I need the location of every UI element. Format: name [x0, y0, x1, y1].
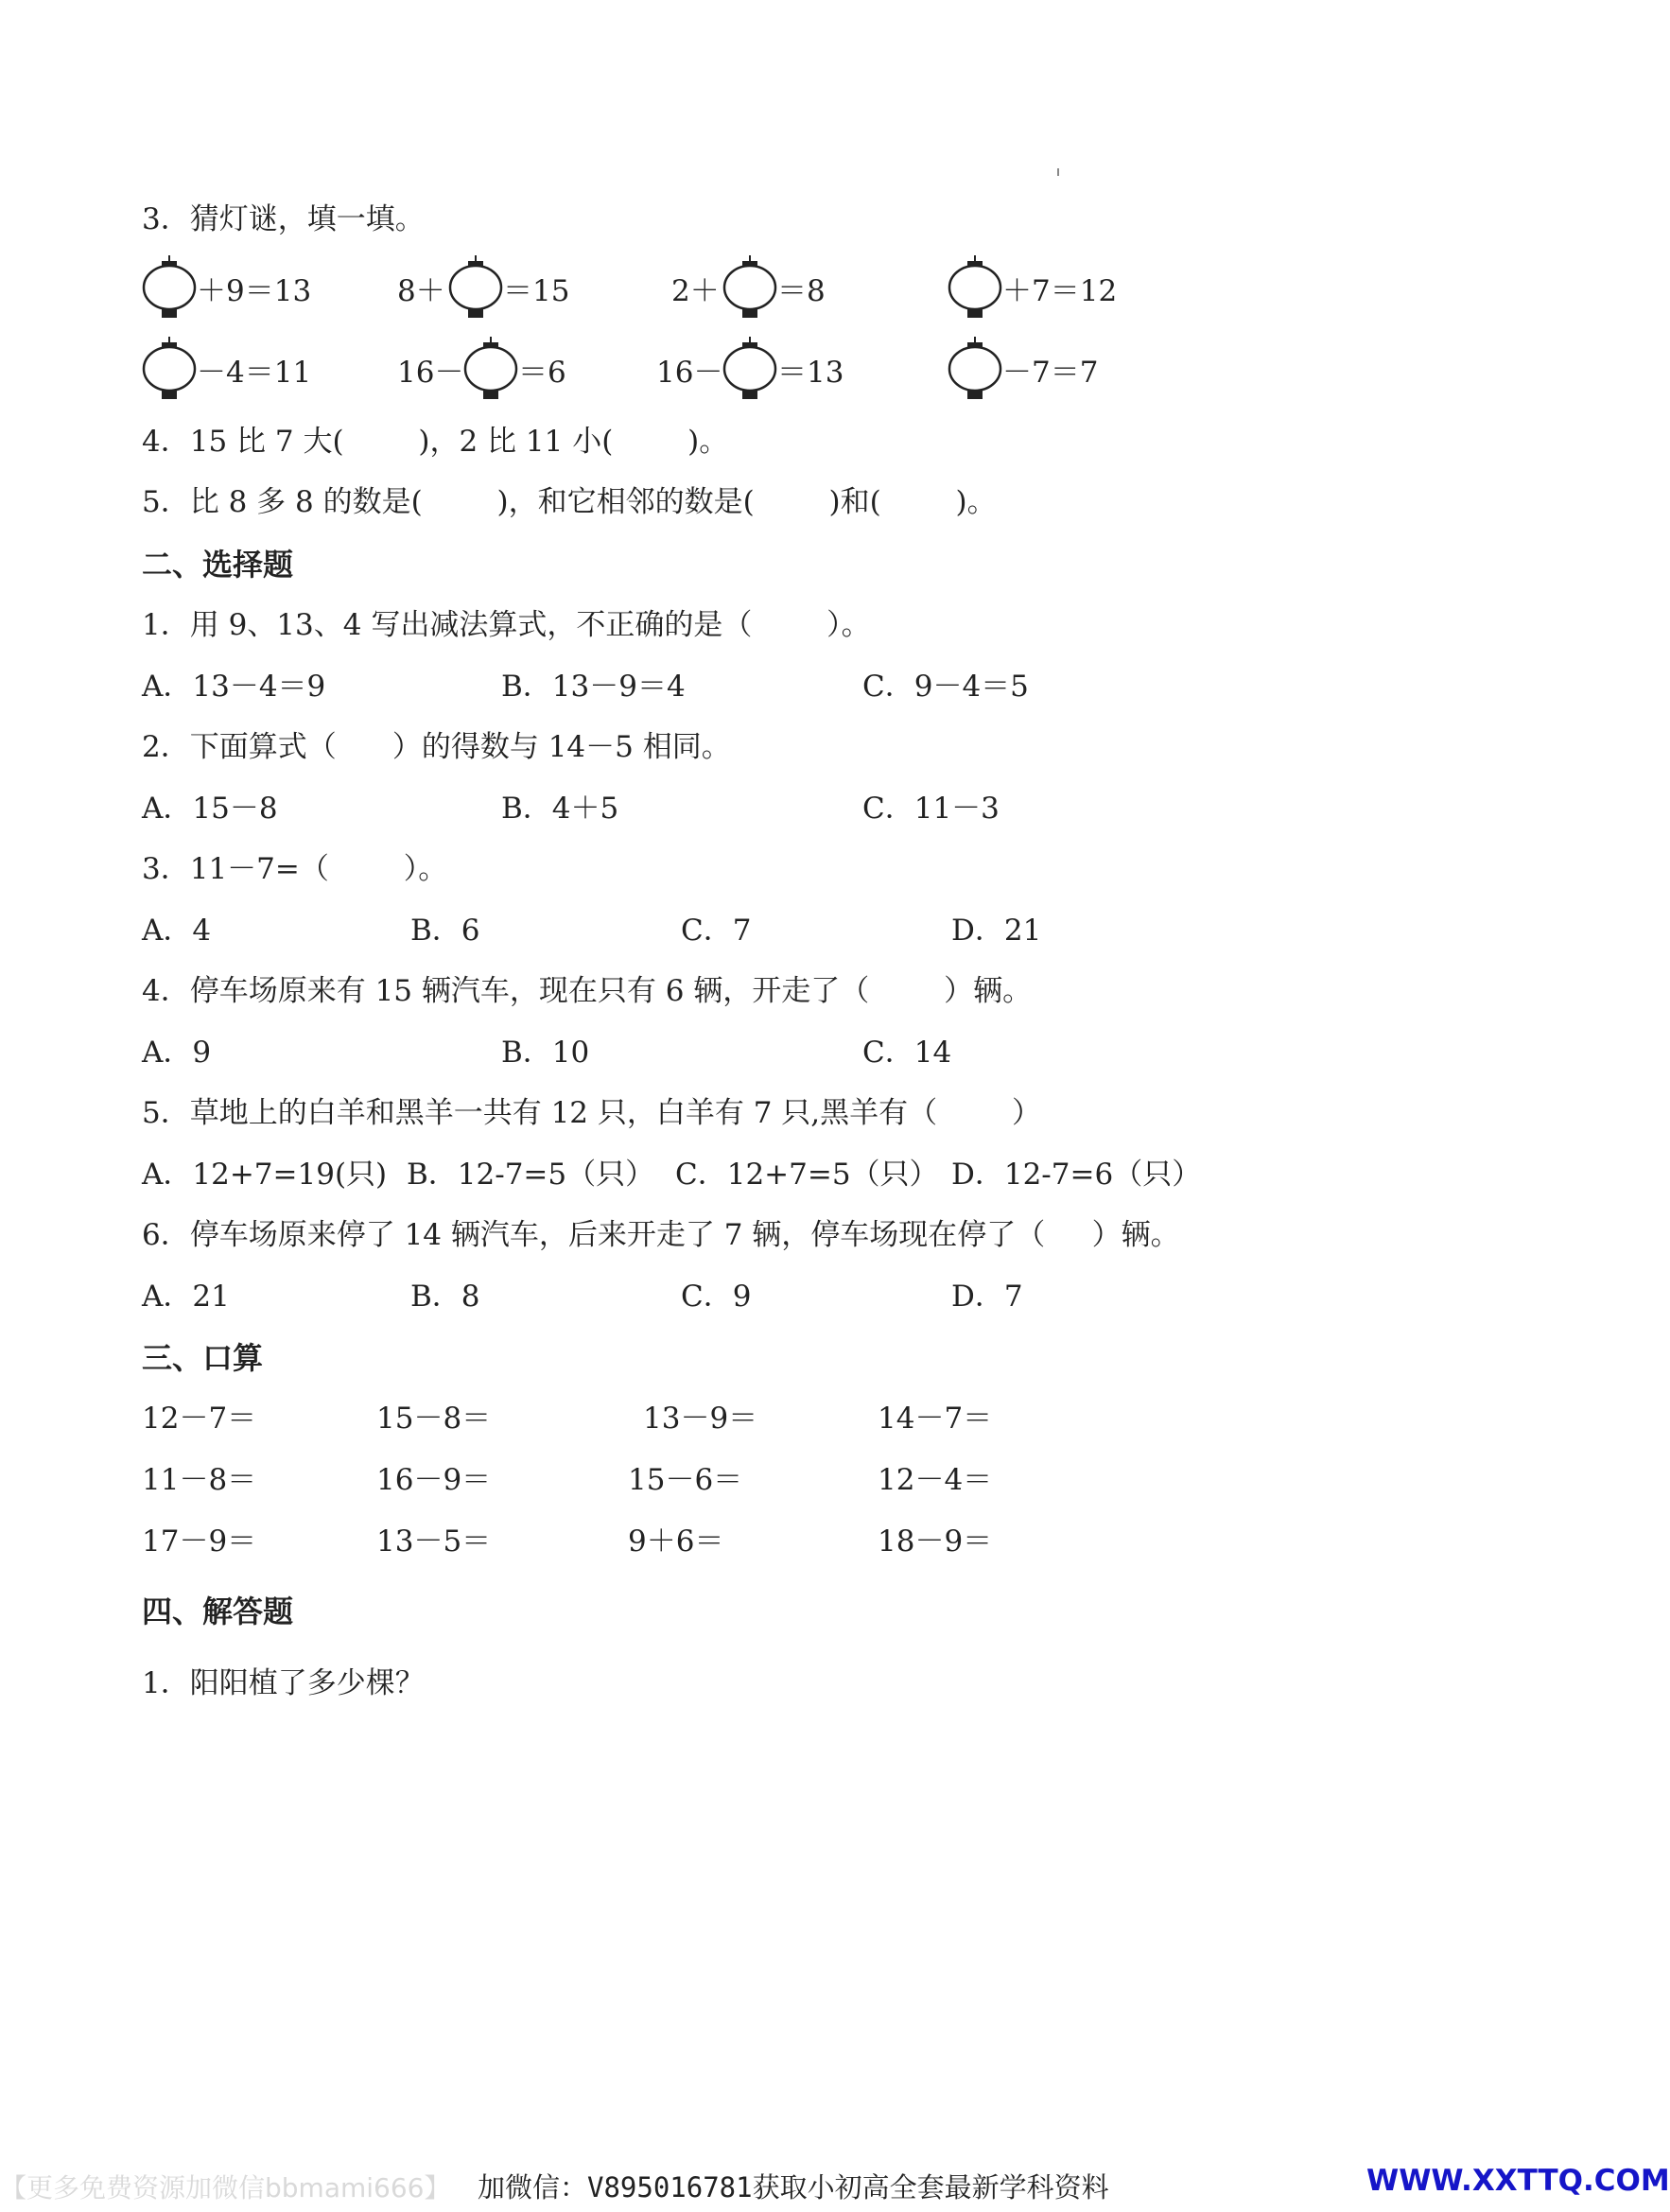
lantern-icon[interactable]: [722, 255, 777, 323]
s2-q4-option[interactable]: B．10: [501, 1036, 590, 1070]
q3-title: 3．猜灯谜，填一填。: [142, 202, 425, 236]
s2-q2-option[interactable]: B．4＋5: [501, 792, 619, 826]
s2-q5-text: 5．草地上的白羊和黑羊一共有 12 只，白羊有 7 只,黑羊有（ ）: [142, 1096, 1041, 1130]
s2-q3-text: 3．11－7=（ ）。: [142, 852, 448, 886]
eq-r1c3-after: ＝8: [777, 274, 826, 308]
s2-q2-text: 2．下面算式（ ）的得数与 14－5 相同。: [142, 730, 731, 764]
oral-calc-item: 17－9＝: [142, 1524, 257, 1559]
oral-calc-item: 9＋6＝: [628, 1524, 724, 1559]
lantern-icon[interactable]: [142, 337, 197, 405]
oral-calc-item: 12－4＝: [878, 1463, 993, 1497]
s2-q6-text: 6．停车场原来停了 14 辆汽车，后来开走了 7 辆，停车场现在停了（ ）辆。: [142, 1218, 1180, 1252]
oral-calc-item: 16－9＝: [376, 1463, 492, 1497]
lantern-icon[interactable]: [463, 337, 518, 405]
s2-q6-option[interactable]: D．7: [951, 1280, 1023, 1314]
eq-r2c3-before: 16－: [656, 356, 723, 390]
section4-heading: 四、解答题: [142, 1594, 294, 1629]
s2-q5-option[interactable]: C．12+7=5（只）: [675, 1158, 939, 1192]
eq-r2c2-before: 16－: [397, 356, 464, 390]
oral-calc-item: 15－8＝: [376, 1402, 492, 1436]
s2-q5-option[interactable]: D．12-7=6（只）: [951, 1158, 1202, 1192]
footer-note: 加微信：V895016781获取小初高全套最新学科资料: [478, 2171, 1109, 2203]
s2-q3-option[interactable]: C．7: [681, 914, 752, 948]
oral-calc-item: 13－9＝: [643, 1402, 758, 1436]
s2-q4-text: 4．停车场原来有 15 辆汽车，现在只有 6 辆，开走了（ ）辆。: [142, 974, 1033, 1008]
lantern-icon[interactable]: [448, 255, 503, 323]
s2-q6-option[interactable]: B．8: [410, 1280, 480, 1314]
q5-text: 5．比 8 多 8 的数是( )，和它相邻的数是( )和( )。: [142, 485, 997, 519]
s2-q3-option[interactable]: A．4: [142, 914, 212, 948]
eq-r1c2-before: 8＋: [397, 274, 445, 308]
lantern-icon[interactable]: [948, 337, 1002, 405]
eq-r2c1-after: －4＝11: [197, 356, 312, 390]
footer-watermark: 【更多免费资源加微信bbmami666】: [0, 2172, 451, 2203]
oral-calc-item: 14－7＝: [878, 1402, 993, 1436]
lantern-icon[interactable]: [142, 255, 197, 323]
s2-q1-option[interactable]: B．13－9＝4: [501, 670, 686, 704]
oral-calc-item: 13－5＝: [376, 1524, 492, 1559]
s2-q5-option[interactable]: A．12+7=19(只): [142, 1158, 388, 1192]
s2-q3-option[interactable]: D．21: [951, 914, 1042, 948]
s2-q2-option[interactable]: A．15－8: [142, 792, 278, 826]
eq-r2c4-after: －7＝7: [1002, 356, 1099, 390]
s2-q4-option[interactable]: C．14: [862, 1036, 952, 1070]
eq-r1c1-after: ＋9＝13: [197, 274, 312, 308]
s2-q6-option[interactable]: A．21: [142, 1280, 230, 1314]
oral-calc-item: 11－8＝: [142, 1463, 257, 1497]
page-mark: [1057, 168, 1059, 176]
lantern-icon[interactable]: [948, 255, 1002, 323]
s2-q5-option[interactable]: B．12-7=5（只）: [407, 1158, 655, 1192]
s4-q1-text: 1．阳阳植了多少棵？: [142, 1666, 425, 1700]
oral-calc-item: 12－7＝: [142, 1402, 257, 1436]
s2-q2-option[interactable]: C．11－3: [862, 792, 1000, 826]
eq-r1c2-after: ＝15: [503, 274, 570, 308]
eq-r1c3-before: 2＋: [671, 274, 720, 308]
oral-calc-item: 15－6＝: [628, 1463, 743, 1497]
section3-heading: 三、口算: [142, 1340, 264, 1376]
footer-website-link[interactable]: WWW.XXTTQ.COM: [1366, 2164, 1670, 2198]
lantern-icon[interactable]: [722, 337, 777, 405]
q4-text: 4．15 比 7 大( )，2 比 11 小( )。: [142, 425, 729, 459]
section2-heading: 二、选择题: [142, 547, 294, 583]
s2-q1-option[interactable]: C．9－4＝5: [862, 670, 1029, 704]
s2-q4-option[interactable]: A．9: [142, 1036, 212, 1070]
oral-calc-item: 18－9＝: [878, 1524, 993, 1559]
s2-q3-option[interactable]: B．6: [410, 914, 480, 948]
eq-r1c4-after: ＋7＝12: [1002, 274, 1118, 308]
eq-r2c3-after: ＝13: [777, 356, 844, 390]
s2-q1-text: 1．用 9、13、4 写出减法算式，不正确的是（ ）。: [142, 608, 871, 642]
s2-q6-option[interactable]: C．9: [681, 1280, 752, 1314]
s2-q1-option[interactable]: A．13－4＝9: [142, 670, 326, 704]
eq-r2c2-after: ＝6: [518, 356, 566, 390]
